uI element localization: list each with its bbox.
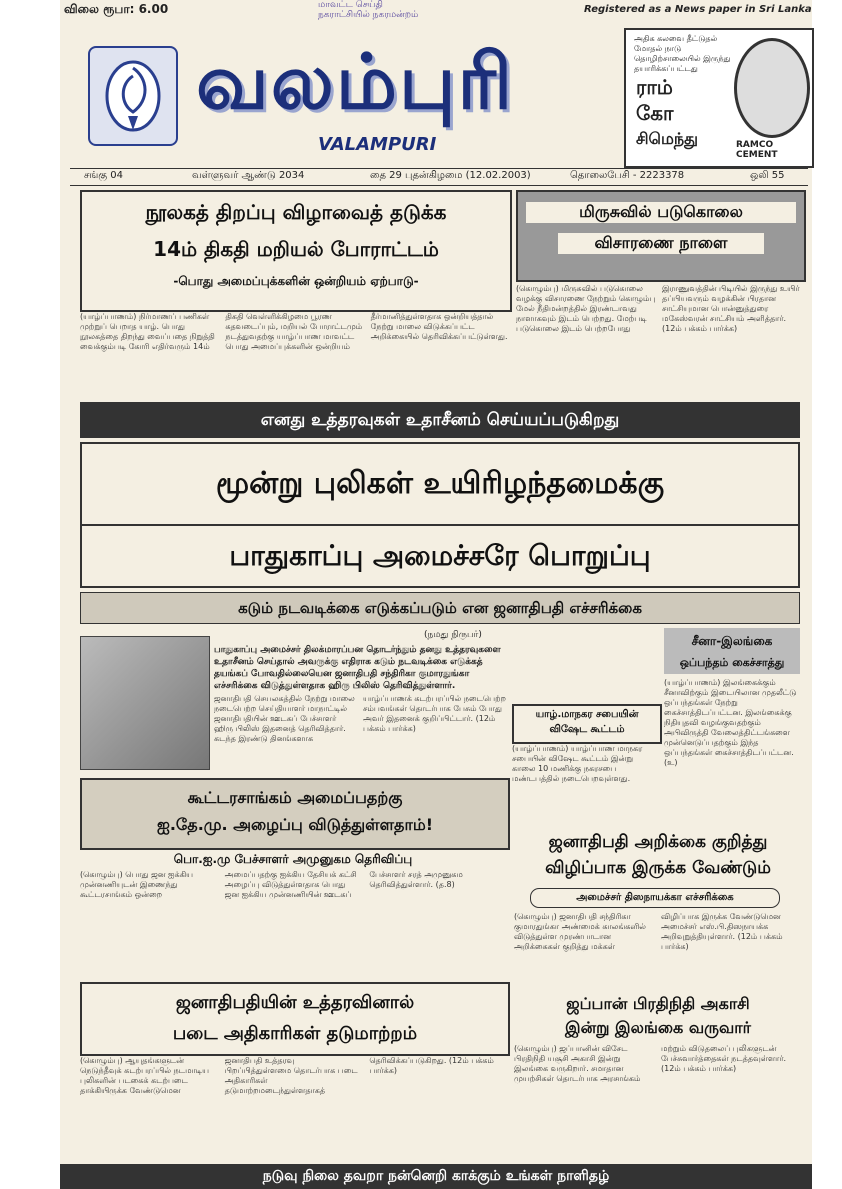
received-stamp [318, 0, 468, 20]
warn-line-2: விழிப்பாக இருக்க வேண்டும் [545, 858, 771, 878]
china-body: (யாழ்ப்பாணம்) இலங்கைக்கும் சீனாவிற்கும் இடையிலான முதலீட்டு ஒப்பந்தங்கள் நேற்று கைச்சாத்திடப்பட்டன. இலங்கைக்கு நிதியுதவி வழங்குவதற்கும் அபிவிருத்தி வேலைத்திட்டங்களை முன்னெடுப்பதற்கும் இந்த ஒப்பந்தங்கள் கைச்சாத்திடப்பட்டன. (உ) [664, 678, 797, 767]
transfer-line-2: படை அதிகாரிகள் தடுமாற்றம் [172, 1023, 418, 1044]
library-line-1: நூலகத் திறப்பு விழாவைத் தடுக்க [145, 200, 447, 224]
transfer-line-1: ஜனாதிபதியின் உத்தரவினால் [175, 992, 415, 1013]
mirusuvil-line-1: மிருசுவில் படுகொலை [526, 202, 796, 223]
coalition-body: (கொழும்பு) பொது ஜன ஐக்கிய முன்னணியுடன் இணைந்து கூட்டரசாங்கம் ஒன்றை அமைப்பதற்கு ஐக்கிய தேசியக் கட்சி அழைப்பு விடுத்துள்ளதாக பொது ஜன ஐக்கிய முன்னணியின் ஊடகப் பேச்சாளர் சரத் அமுனுகம தெரிவித்துள்ளார். (த.8) [80, 870, 463, 899]
ad-brand: RAMCO CEMENT [736, 140, 778, 160]
mirusuvil-headline [516, 190, 806, 282]
library-subhead: -பொது அமைப்புக்களின் ஒன்றியம் ஏற்பாடு- [173, 274, 419, 288]
yarl-line-2: விஷேட கூட்டம் [549, 724, 625, 735]
warn-subhead-frame [530, 888, 780, 908]
coalition-headline [80, 778, 510, 850]
lead-line-1: மூன்று புலிகள் உயிரிழந்தமைக்கு [215, 466, 665, 501]
ad-big-2: கோ [636, 101, 674, 125]
ad-brand-tamil [636, 74, 698, 152]
yarl-line-1: யாழ்.மாநகர சபையின் [535, 709, 639, 720]
japan-line-2: இன்று இலங்கை வருவார் [565, 1018, 751, 1037]
china-line-2: ஒப்பந்தம் கைச்சாத்து [679, 656, 785, 669]
warn-line-1: ஜனாதிபதி அறிக்கை குறித்து [548, 832, 768, 852]
library-story-headline [80, 190, 512, 312]
ad-seal-icon [734, 38, 810, 138]
library-line-2: 14ம் திகதி மறியல் போராட்டம் [153, 237, 439, 261]
phone: தொலைபேசி - 2223378 [570, 170, 685, 181]
warn-subhead: அமைச்சர் திஸநாயக்கா எச்சரிக்கை [576, 892, 734, 903]
volume: சங்கு 04 [84, 170, 124, 181]
china-headline [664, 628, 800, 674]
stamp-line-1: மாவட்ட செய்தி [318, 0, 383, 10]
registration-note: Registered as a News paper in Sri Lanka [584, 4, 812, 15]
president-photo [80, 636, 210, 770]
stamp-line-2: நகராட்சியில் நகரமன்றம் [318, 10, 419, 20]
footer-slogan-bar [60, 1164, 812, 1189]
japan-line-1: ஜப்பான் பிரதிநிதி அகாசி [566, 994, 750, 1013]
lead-byline: (நமது நிருபர்) [424, 630, 482, 640]
transfer-body: (கொழும்பு) ஆயுதங்களுடன் நெடுந்தீவுக் கடற்பரப்பில் நடமாடிய புலிகளின் படகைக் கடற்படை தாக்கியிருக்க வேண்டுமென ஜனாதிபதி உத்தரவு பிறப்பித்துள்ளமை தொடர்பாக படை அதிகாரிகள் தடுமாற்றமடைந்துள்ளதாகத் தெரிவிக்கப்படுகிறது. (12ம் பக்கம் பார்க்க) [80, 1056, 494, 1095]
issue-number: ஒலி 55 [750, 170, 785, 181]
issue-info-bar [70, 168, 808, 186]
lead-subhead-bar [80, 592, 800, 624]
lead-line-2: பாதுகாப்பு அமைச்சரே பொறுப்பு [229, 539, 651, 572]
coalition-line-1: கூட்டரசாங்கம் அமைப்பதற்கு [187, 788, 403, 807]
yarl-body: (யாழ்ப்பாணம்) யாழ்ப்பாண மாநகர சபையின் விஷேட கூட்டம் இன்று காலை 10 மணிக்கு நகரசபை மண்டபத்தில் நடைபெறவுள்ளது. [512, 744, 643, 783]
ad-big-1: ராம் [636, 75, 673, 99]
masthead-title: வலம்புரி [196, 37, 515, 126]
lead-headline-1 [80, 442, 800, 526]
mirusuvil-line-2: விசாரணை நாளை [558, 233, 764, 254]
conch-logo [88, 46, 178, 146]
lead-kicker: எனது உத்தரவுகள் உதாசீனம் செய்யப்படுகிறது [260, 410, 620, 430]
yarl-headline [512, 704, 662, 744]
coalition-subhead: பொ.ஐ.மு பேச்சாளர் அமுனுகம தெரிவிப்பு [173, 852, 413, 866]
price-label: விலை ரூபா: 6.00 [64, 2, 169, 16]
masthead-title-english: VALAMPURI [318, 134, 437, 155]
coalition-line-2: ஐ.தே.மு. அழைப்பு விடுத்துள்ளதாம்! [157, 815, 433, 834]
ad-big-3: சிமெந்து [636, 129, 698, 148]
china-line-1: சீனா-இலங்கை [691, 634, 773, 648]
lead-subhead: கடும் நடவடிக்கை எடுக்கப்படும் என ஜனாதிபதி எச்சரிக்கை [238, 599, 642, 617]
lead-body: ஜனாதிபதி செயலகத்தில் நேற்று மாலை நடைபெற்ற செய்தியாளர் மாநாட்டில் ஜனாதிபதியின் ஊடகப் பேச்சாளர் ஹிரு பிலிஸ் இதனைத் தெரிவித்தார். கடந்த இரண்டு தினங்களாக யாழ்ப்பாணக் கடற்பரப்பில் நடைபெற்ற சம்பவங்கள் தொடர்பாக பேசும் போது அவர் இதனைக் குறிப்பிட்டார். (12ம் பக்கம் பார்க்க) [214, 694, 506, 743]
transfer-headline [80, 982, 510, 1056]
tamil-year: வள்ளுவர் ஆண்டு 2034 [192, 170, 305, 181]
conch-icon [98, 56, 168, 136]
lead-headline-2 [80, 524, 800, 588]
lead-kicker-banner [80, 402, 800, 438]
library-story-body: (யாழ்ப்பாணம்) நிர்மாணப் பணிகள் முற்றுப் பெறாத யாழ். பொது நூலகத்தை திறந்து வைப்பதை நிறுத்தி வைக்கும்படி கோரி எதிர்வரும் 14ம் திகதி வெள்ளிக்கிழமை பூரண கதவடைப்பும், மறியல் போராட்டமும் நடத்துவதற்கு யாழ்ப்பாண மாவட்ட பொது அமைப்புக்களின் ஒன்றியம் தீர்மானித்துள்ளதாக ஒன்றியத்தால் நேற்று மாலை விடுக்கப்பட்ட அறிக்கையில் தெரிவிக்கப்பட்டுள்ளது. [80, 312, 508, 351]
ad-text: அதிக கலவை தீட்டுதல் மோதல் நாடு தொழிற்சாலையில் இருந்து தயாரிக்கப்பட்டது [634, 34, 731, 73]
issue-date: தை 29 புதன்கிழமை (12.02.2003) [370, 170, 531, 181]
warn-body: (கொழும்பு) ஜனாதிபதி சந்திரிகா குமாரதுங்கா அண்மைக் காலங்களில் விடுத்துள்ள முரண்பாடான அறிக்கைகள் குறித்து மக்கள் விழிப்பாக இருக்க வேண்டுமென அமைச்சர் எஸ்.பி.திஸநாயக்க அறிவுறுத்தியுள்ளார். (12ம் பக்கம் பார்க்க) [514, 912, 783, 951]
mirusuvil-body: (கொழும்பு) மிருசுவில் படுகொலை வழக்கு விசாரணை நேற்றும் கொழும்பு மேல் நீதிமன்றத்தில் இரண்டாவது நாளாகவும் இடம் பெற்றது. மேற்படி படுகொலை இடம் பெற்றபோது இராணுவத்தின் பிடியில் இருந்து உயிர் தப்பியவரும் வழக்கின் பிரதான சாட்சியுமான பொன்னுத்துரை மகேஸ்வரன் சாட்சியம் அளித்தார். (12ம் பக்கம் பார்க்க) [516, 284, 800, 333]
ramco-cement-ad [624, 28, 814, 168]
japan-body: (கொழும்பு) ஜப்பானின் விசேட பிரதிநிதி யசூசி அகாசி இன்று இலங்கை வருகிறார். சமாதான முயற்சிகள் தொடர்பாக அரசாங்கம் மற்றும் விடுதலைப் புலிகளுடன் பேச்சுவார்த்தைகள் நடத்தவுள்ளார். (12ம் பக்கம் பார்க்க) [514, 1044, 787, 1083]
lead-intro: பாதுகாப்பு அமைச்சர் திலக்மாரப்பன தொடர்ந்தும் தனது உத்தரவுகளை உதாசீனம் செய்தால் அவருக்கு எதிராக கடும் நடவடிக்கை எடுக்கத் தயங்கப் போவதில்லையென ஜனாதிபதி சந்திரிகா குமாரதுங்கா எச்சரிக்கை விடுத்துள்ளதாக ஹிரு பிலிஸ் தெரிவித்துள்ளார். [214, 645, 501, 691]
footer-slogan: நடுவு நிலை தவறா நன்னெறி காக்கும் உங்கள் நாளிதழ் [262, 1168, 610, 1184]
